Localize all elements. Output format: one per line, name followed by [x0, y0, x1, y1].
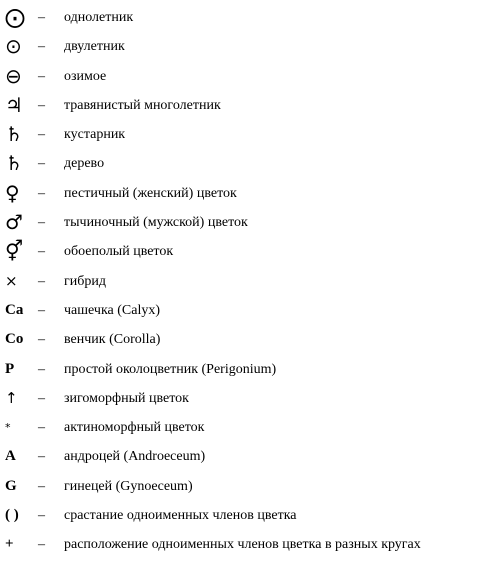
dash: –: [38, 97, 45, 113]
dash: –: [38, 449, 45, 465]
legend-row: [0, 472, 491, 501]
dash: –: [38, 478, 45, 494]
winter-crop-icon: ⊖: [5, 63, 22, 88]
tree-icon: ♄: [5, 151, 23, 176]
legend-row: [0, 325, 491, 354]
shrub-icon: ♄: [5, 122, 23, 147]
legend-description: тычиночный (мужской) цветок: [64, 215, 248, 231]
dash: –: [38, 215, 45, 231]
zygomorphic-arrow-icon: ↑: [5, 388, 18, 407]
female-flower-icon: ♀: [5, 180, 20, 205]
male-flower-icon: ♂: [5, 210, 23, 235]
legend-description: зигоморфный цветок: [64, 390, 189, 406]
hybrid-icon: ×: [5, 271, 18, 290]
legend-row: [0, 120, 491, 149]
legend-description: гинецей (Gynoeceum): [64, 478, 193, 494]
legend-row: [0, 62, 491, 91]
dash: –: [38, 302, 45, 318]
annual-icon: ⨀: [5, 5, 25, 29]
dash: –: [38, 39, 45, 55]
dash: –: [38, 508, 45, 524]
corolla-symbol: Co: [5, 331, 24, 348]
legend-description: двулетник: [64, 39, 125, 55]
dash: –: [38, 10, 45, 25]
dash: –: [38, 390, 45, 406]
legend-description: кустарник: [64, 127, 126, 143]
androeceum-symbol: A: [5, 448, 16, 465]
legend-row: [0, 208, 491, 237]
legend-row: [0, 442, 491, 471]
dash: –: [38, 537, 45, 553]
legend-description: расположение одноименных членов цветка в разных кругах: [64, 537, 421, 553]
legend-description: срастание одноименных членов цветка: [64, 508, 297, 524]
legend-row: [0, 3, 491, 32]
legend-row: [0, 501, 491, 530]
biennial-icon: ⊙: [5, 34, 22, 59]
legend-row: [0, 237, 491, 266]
actinomorphic-asterisk-icon: *: [5, 421, 11, 435]
legend-description: гибрид: [64, 273, 106, 289]
legend-description: андроцей (Androeceum): [64, 449, 206, 465]
dash: –: [38, 420, 45, 436]
dash: –: [38, 185, 45, 201]
legend-row: [0, 530, 491, 559]
dash: –: [38, 332, 45, 348]
gynoeceum-symbol: G: [5, 477, 17, 494]
dash: –: [38, 156, 45, 172]
legend-description: травянистый многолетник: [64, 97, 221, 113]
legend-description: однолетник: [64, 10, 134, 25]
legend-row: [0, 296, 491, 325]
legend-row: [0, 355, 491, 384]
calyx-symbol: Ca: [5, 301, 24, 318]
legend-row: [0, 32, 491, 61]
legend-description: озимое: [64, 68, 107, 84]
plus-symbol: +: [5, 536, 14, 553]
herbaceous-perennial-icon: ♃: [5, 92, 23, 117]
legend-description: пестичный (женский) цветок: [64, 185, 237, 201]
legend-description: венчик (Corolla): [64, 332, 161, 348]
legend-description: актиноморфный цветок: [64, 420, 205, 436]
dash: –: [38, 68, 45, 84]
legend-description: чашечка (Calyx): [64, 302, 161, 318]
dash: –: [38, 361, 45, 377]
legend-row: [0, 91, 491, 120]
legend-description: дерево: [64, 156, 105, 172]
fusion-parentheses-symbol: ( ): [5, 507, 19, 524]
legend-row: [0, 179, 491, 208]
bisexual-flower-icon: ⚥: [5, 239, 24, 264]
dash: –: [38, 127, 45, 143]
legend-row: [0, 149, 491, 178]
perigonium-symbol: P: [5, 360, 15, 377]
legend-description: обоеполый цветок: [64, 244, 174, 260]
legend-row: [0, 413, 491, 442]
botanical-symbols-legend: [0, 3, 491, 560]
legend-row: [0, 267, 491, 296]
legend-row: [0, 384, 491, 413]
dash: –: [38, 273, 45, 289]
dash: –: [38, 244, 45, 260]
legend-description: простой околоцветник (Perigonium): [64, 361, 277, 377]
